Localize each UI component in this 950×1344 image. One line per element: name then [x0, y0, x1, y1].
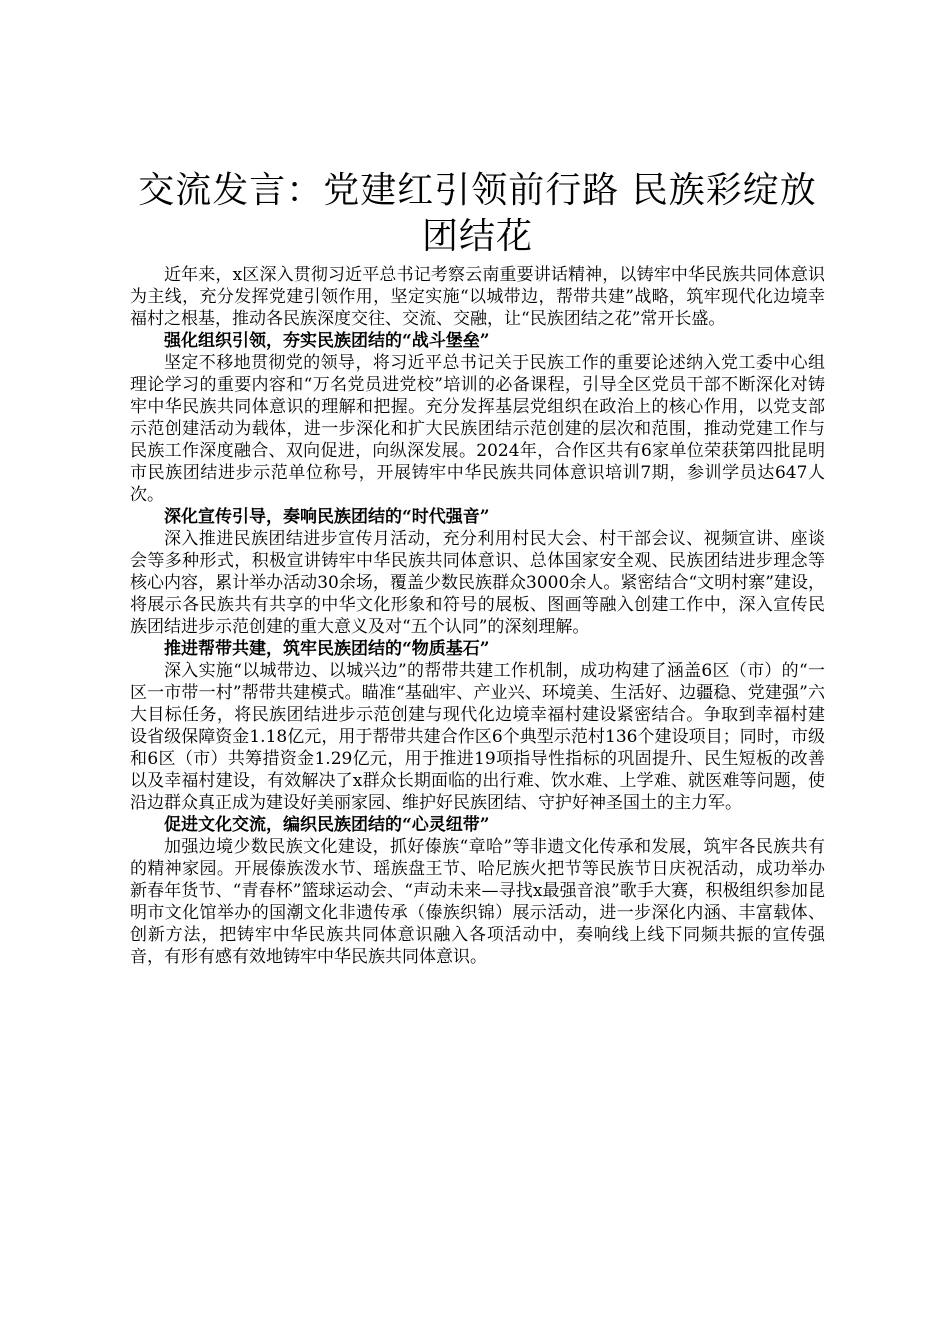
section-heading-culture: 促进文化交流，编织民族团结的“心灵纽带”	[164, 815, 490, 835]
section-body-culture: 加强边境少数民族文化建设，抓好傣族“章哈”等非遗文化传承和发展，筑牢各民族共有的精神家园。开展傣族泼水节、瑶族盘王节、哈尼族火把节等民族节日庆祝活动，成功举办新春年货节、“青春杯”篮球运动会、“声动未来—寻找x最强音浪”歌手大赛，积极组织参加昆明市文化馆举办的国潮文化非遗传承（傣族织锦）展示活动，进一步深化内涵、丰富载体、创新方法，把铸牢中华民族共同体意识融入各项活动中，奏响线上线下同频共振的宣传强音，有形有感有效地铸牢中华民族共同体意识。	[130, 837, 825, 967]
intro-paragraph: 近年来，x区深入贯彻习近平总书记考察云南重要讲话精神，以铸牢中华民族共同体意识为主线，充分发挥党建引领作用，坚定实施“以城带边，帮带共建”战略，筑牢现代化边境幸福村之根基，推动各民族深度交往、交流、交融，让“民族团结之花”常开长盛。	[130, 265, 825, 329]
section-body-partnership: 深入实施“以城带边、以城兴边”的帮带共建工作机制，成功构建了涵盖6区（市）的“一区一市带一村”帮带共建模式。瞄准“基础牢、产业兴、环境美、生活好、边疆稳、党建强”六大目标任务，将民族团结进步示范创建与现代化边境幸福村建设紧密结合。争取到幸福村建设省级保障资金1.18亿元，用于帮带共建合作区6个典型示范村136个建设项目；同时，市级和6区（市）共筹措资金1.29亿元，用于推进19项指导性指标的巩固提升、民生短板的改善以及幸福村建设，有效解决了x群众长期面临的出行难、饮水难、上学难、就医难等问题，使沿边群众真正成为建设好美丽家园、维护好民族团结、守护好神圣国土的主力军。	[130, 661, 825, 813]
section-heading-organization: 强化组织引领，夯实民族团结的“战斗堡垒”	[164, 331, 490, 351]
section-body-publicity: 深入推进民族团结进步宣传月活动，充分利用村民大会、村干部会议、视频宣讲、座谈会等多种形式，积极宣讲铸牢中华民族共同体意识、总体国家安全观、民族团结进步理念等核心内容，累计举办活动30余场，覆盖少数民族群众3000余人。紧密结合“文明村寨”建设，将展示各民族共有共享的中华文化形象和符号的展板、图画等融入创建工作中，深入宣传民族团结进步示范创建的重大意义及对“五个认同”的深刻理解。	[130, 529, 825, 637]
page-title: 交流发言：党建红引领前行路 民族彩绽放团结花	[138, 170, 817, 257]
section-body-organization: 坚定不移地贯彻党的领导，将习近平总书记关于民族工作的重要论述纳入党工委中心组理论学习的重要内容和“万名党员进党校”培训的必备课程，引导全区党员干部不断深化对铸牢中华民族共同体意识的理解和把握。充分发挥基层党组织在政治上的核心作用，以党支部示范创建活动为载体，进一步深化和扩大民族团结示范创建的层次和范围，推动党建工作与民族工作深度融合、双向促进，向纵深发展。2024年，合作区共有6家单位荣获第四批昆明市民族团结进步示范单位称号，开展铸牢中华民族共同体意识培训7期，参训学员达647人次。	[130, 353, 825, 505]
document-body	[130, 168, 825, 968]
section-heading-partnership: 推进帮带共建，筑牢民族团结的“物质基石”	[164, 639, 490, 659]
section-heading-publicity: 深化宣传引导，奏响民族团结的“时代强音”	[164, 507, 490, 527]
